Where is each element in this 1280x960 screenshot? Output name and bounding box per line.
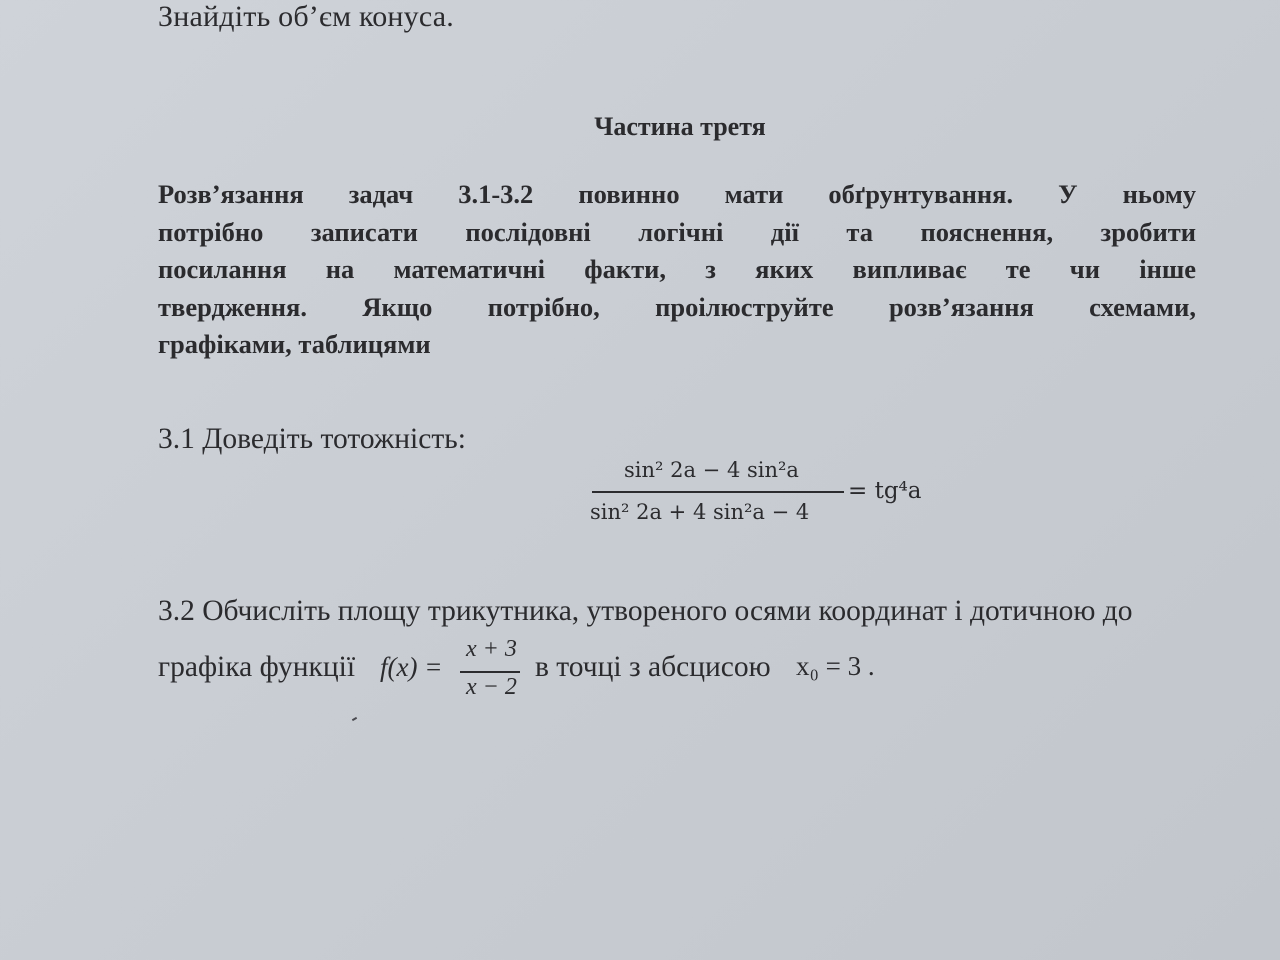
instructions-line: твердження. Якщо потрібно, проілюструйте розв’язання схемами, (158, 291, 1196, 322)
previous-task-tail: Знайдіть об’єм конуса. (158, 0, 454, 33)
task-3-2-statement-prefix: графіка функції (158, 651, 356, 683)
task-3-2-statement-suffix: в точці з абсцисою (535, 651, 771, 683)
task-3-2-statement-line1: 3.2 Обчисліть площу трикутника, утвореного осями координат і дотичною до (158, 595, 1133, 627)
task-3-1-statement: 3.1 Доведіть тотожність: (158, 423, 466, 455)
paper-speck (352, 717, 357, 721)
function-numerator: x + 3 (466, 636, 517, 662)
identity-numerator: sin² 2a − 4 sin²a (624, 458, 799, 482)
fraction-bar (460, 671, 520, 673)
identity-rhs: = tg⁴a (848, 478, 922, 504)
instructions-line: графіками, таблицями (158, 329, 431, 359)
function-denominator: x − 2 (466, 674, 517, 700)
instructions-line: потрібно записати послідовні логічні дії та пояснення, зробити (158, 216, 1196, 247)
identity-denominator: sin² 2a + 4 sin²a − 4 (590, 500, 810, 524)
function-lhs: f(x) = (380, 652, 443, 682)
instructions-line: Розв’язання задач 3.1-3.2 повинно мати обґрунтування. У ньому (158, 179, 1196, 209)
section-heading: Частина третя (594, 112, 766, 141)
abscissa-value: x₀ = 3 . (796, 651, 875, 681)
instructions-paragraph (158, 176, 1196, 364)
fraction-bar (592, 491, 844, 493)
instructions-line: посилання на математичні факти, з яких випливає те чи інше (158, 254, 1196, 284)
